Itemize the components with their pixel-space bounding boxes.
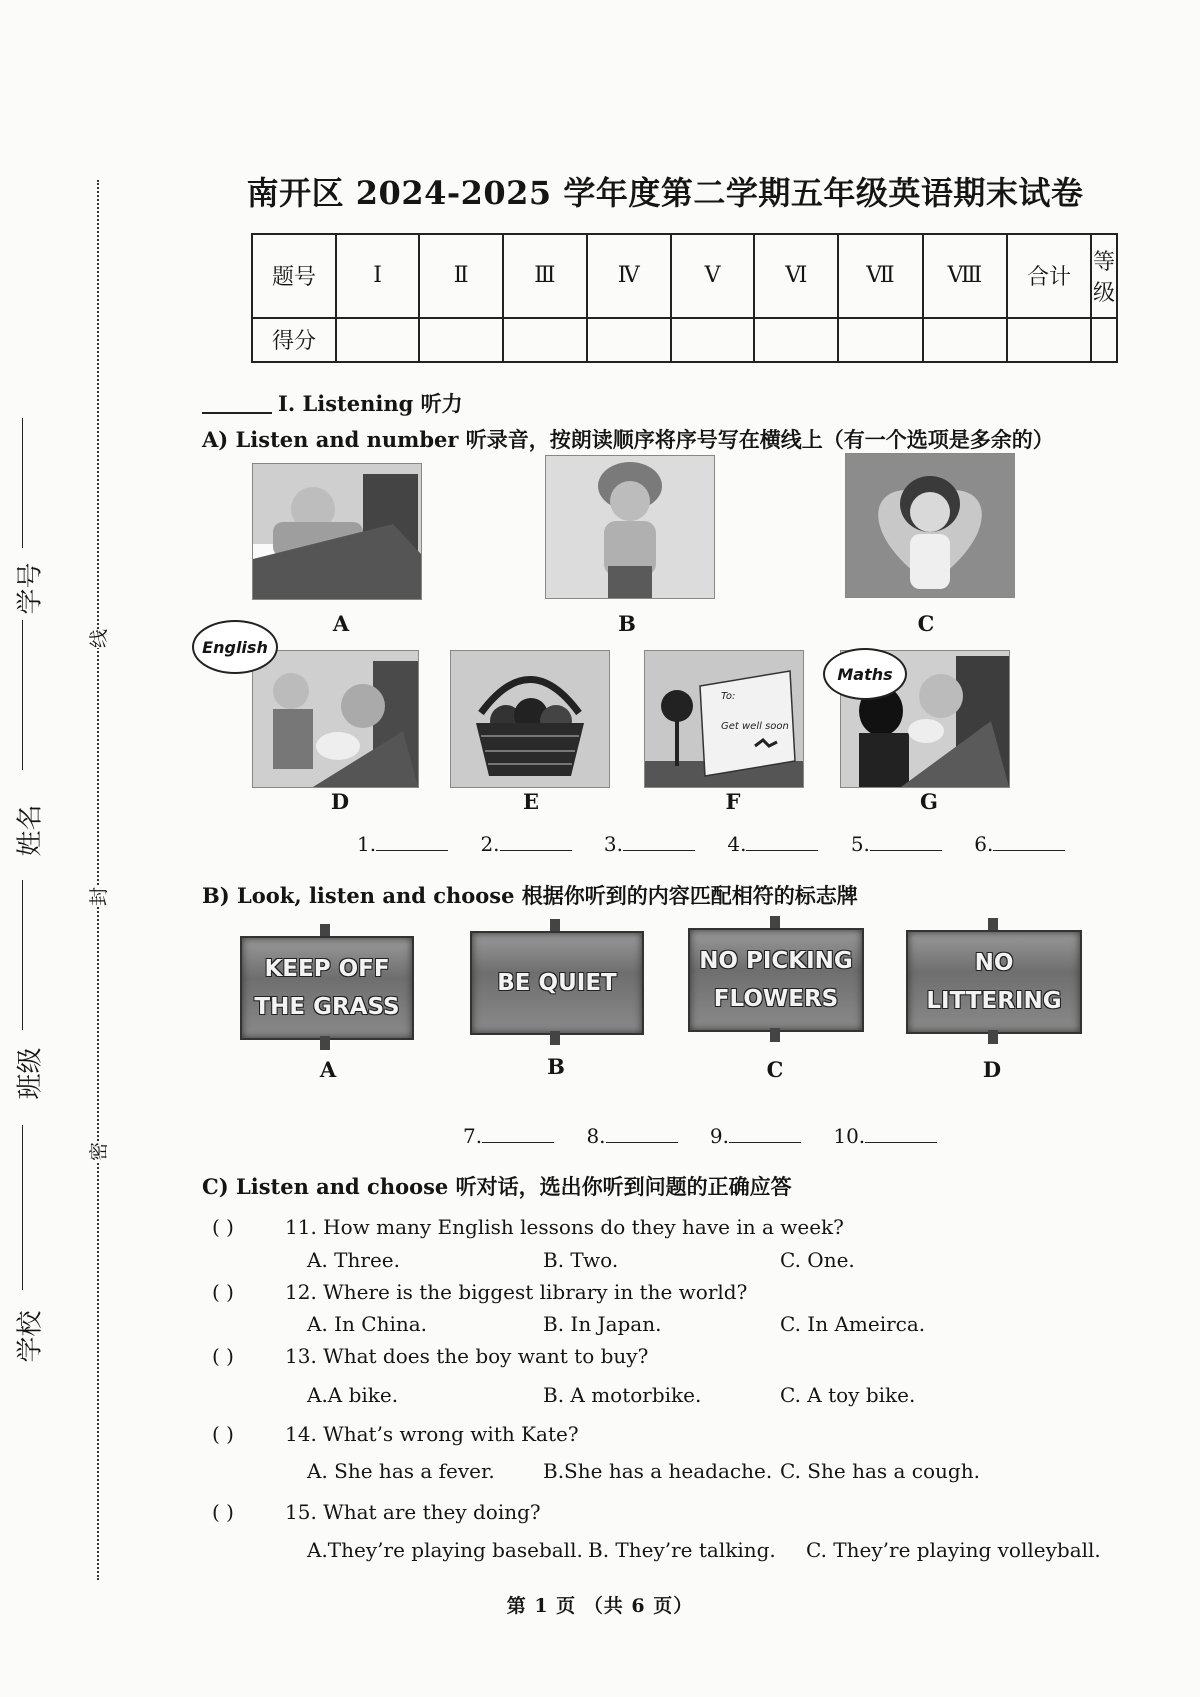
answer-paren[interactable]: ( )	[212, 1280, 234, 1304]
binding-dotted-line	[97, 180, 99, 1580]
part-b-answer-row	[463, 1124, 963, 1148]
seal-word-close: 密	[81, 1142, 114, 1161]
question-text: 14. What’s wrong with Kate?	[285, 1422, 579, 1446]
score-input-cell[interactable]	[503, 318, 587, 362]
score-table-score-row	[252, 318, 1117, 362]
answer-blank[interactable]	[851, 832, 942, 856]
sign-text: KEEP OFF THE GRASS	[254, 956, 400, 1020]
seal-word-seal: 封	[81, 887, 114, 906]
page-footer: 第 1 页 （共 6 页）	[506, 1595, 694, 1617]
teacher-visiting-picture	[252, 650, 419, 788]
part-a-heading: A) Listen and number 听录音，按朗读顺序将序号写在横线上（有一个选项是多余的）	[202, 427, 1054, 452]
score-input-cell[interactable]	[838, 318, 922, 362]
picture-letter: F	[725, 789, 741, 814]
score-header-cell: 等级	[1091, 234, 1117, 318]
question-text: 12. Where is the biggest library in the world?	[285, 1280, 748, 1304]
answer-blank[interactable]	[357, 832, 448, 856]
answer-blank[interactable]	[727, 832, 818, 856]
sign-post	[320, 1036, 330, 1050]
answer-blank[interactable]	[586, 1124, 677, 1148]
answer-blank[interactable]	[463, 1124, 554, 1148]
seal-word-line: 线	[81, 629, 114, 648]
picture-letter: G	[920, 789, 938, 814]
sign-letter: A	[319, 1057, 337, 1082]
sign-letter: B	[547, 1054, 565, 1079]
part-c-heading: C) Listen and choose 听对话，选出你听到问题的正确应答	[202, 1174, 792, 1199]
blank-number: 9.	[709, 1124, 729, 1148]
answer-paren[interactable]: ( )	[212, 1422, 234, 1446]
sign-letter: C	[766, 1057, 784, 1082]
sign-be-quiet	[470, 931, 644, 1035]
answer-paren[interactable]: ( )	[212, 1500, 234, 1524]
answer-blank[interactable]	[710, 1124, 801, 1148]
speech-bubble: English	[192, 620, 278, 674]
option-b: B. They’re talking.	[588, 1538, 776, 1562]
sign-text: NO LITTERING	[926, 950, 1062, 1014]
score-header-cell: 题号	[252, 234, 336, 318]
section-score-blank[interactable]	[202, 412, 272, 414]
option-c: C. She has a cough.	[780, 1459, 980, 1483]
option-c: C. They’re playing volleyball.	[806, 1538, 1101, 1562]
picture-letter: A	[332, 611, 350, 636]
picture-letter: E	[522, 789, 539, 814]
name-label: 姓名	[15, 804, 46, 857]
option-a: A. Three.	[307, 1248, 400, 1272]
picture-letter: C	[917, 611, 935, 636]
answer-blank[interactable]	[480, 832, 571, 856]
blank-number: 3.	[603, 832, 623, 856]
picture-letter: B	[618, 611, 636, 636]
picture-letter: D	[330, 789, 350, 814]
score-input-cell[interactable]	[587, 318, 671, 362]
blank-number: 2.	[480, 832, 500, 856]
card-message-text: Get well soon	[721, 721, 789, 732]
score-header-cell: Ⅲ	[503, 234, 587, 318]
question-text: 11. How many English lessons do they have in a week?	[285, 1215, 844, 1239]
question-text: 15. What are they doing?	[285, 1500, 541, 1524]
sign-text: BE QUIET	[497, 970, 617, 996]
stomachache-boy-picture	[545, 455, 715, 599]
part-a-answer-row	[357, 832, 1091, 856]
sign-keep-off-grass	[240, 936, 414, 1040]
section-heading-listening: Ⅰ. Listening 听力	[278, 391, 463, 416]
score-table	[251, 233, 1118, 363]
sign-post	[770, 1028, 780, 1042]
sign-letter: D	[982, 1057, 1002, 1082]
answer-paren[interactable]: ( )	[212, 1215, 234, 1239]
option-b: B. A motorbike.	[543, 1383, 702, 1407]
blank-number: 10.	[833, 1124, 866, 1148]
speech-bubble: Maths	[823, 648, 907, 700]
score-header-cell: Ⅶ	[838, 234, 922, 318]
score-input-cell[interactable]	[1091, 318, 1117, 362]
option-a: A. She has a fever.	[307, 1459, 495, 1483]
sign-post	[550, 1031, 560, 1045]
blank-number: 8.	[586, 1124, 606, 1148]
score-input-cell[interactable]	[754, 318, 838, 362]
name-line	[22, 620, 23, 770]
class-line	[22, 880, 23, 1030]
blank-number: 6.	[974, 832, 994, 856]
blank-number: 1.	[357, 832, 377, 856]
score-row-label: 得分	[252, 318, 336, 362]
fruit-basket-picture	[450, 650, 610, 788]
sign-text: NO PICKING FLOWERS	[699, 948, 853, 1012]
score-header-cell: Ⅱ	[419, 234, 503, 318]
sick-in-bed-picture	[252, 463, 422, 600]
part-b-heading: B) Look, listen and choose 根据你听到的内容匹配相符的标志牌	[202, 883, 858, 908]
answer-blank[interactable]	[974, 832, 1065, 856]
option-b: B. Two.	[543, 1248, 619, 1272]
get-well-card-picture	[644, 650, 804, 788]
score-header-cell: Ⅵ	[754, 234, 838, 318]
score-input-cell[interactable]	[1007, 318, 1091, 362]
option-a: A. In China.	[307, 1312, 428, 1336]
option-b: B.She has a headache.	[543, 1459, 773, 1483]
option-c: C. One.	[780, 1248, 855, 1272]
coughing-girl-picture	[845, 453, 1015, 598]
score-header-cell: 合计	[1007, 234, 1091, 318]
score-table-header-row	[252, 234, 1117, 318]
student-id-line	[22, 418, 23, 548]
option-c: C. A toy bike.	[780, 1383, 916, 1407]
school-line	[22, 1125, 23, 1290]
answer-blank[interactable]	[604, 832, 695, 856]
score-header-cell: Ⅰ	[336, 234, 419, 318]
option-b: B. In Japan.	[543, 1312, 662, 1336]
blank-number: 5.	[850, 832, 870, 856]
sign-no-littering	[906, 930, 1082, 1034]
sign-post	[988, 1030, 998, 1044]
answer-blank[interactable]	[833, 1124, 937, 1148]
blank-number: 4.	[727, 832, 747, 856]
option-c: C. In Ameirca.	[780, 1312, 926, 1336]
option-a: A.They’re playing baseball.	[307, 1538, 583, 1562]
page-title: 南开区 2024-2025 学年度第二学期五年级英语期末试卷	[246, 174, 1084, 212]
score-input-cell[interactable]	[671, 318, 755, 362]
score-header-cell: Ⅳ	[587, 234, 671, 318]
question-text: 13. What does the boy want to buy?	[285, 1344, 649, 1368]
school-label: 学校	[15, 1310, 46, 1363]
sign-no-picking-flowers	[688, 928, 864, 1032]
answer-paren[interactable]: ( )	[212, 1344, 234, 1368]
blank-number: 7.	[463, 1124, 483, 1148]
score-header-cell: Ⅷ	[923, 234, 1007, 318]
option-a: A.A bike.	[307, 1383, 399, 1407]
score-header-cell: Ⅴ	[671, 234, 755, 318]
score-input-cell[interactable]	[336, 318, 419, 362]
card-to-text: To:	[721, 691, 736, 702]
student-id-label: 学号	[15, 562, 46, 615]
score-input-cell[interactable]	[923, 318, 1007, 362]
class-label: 班级	[15, 1047, 46, 1100]
score-input-cell[interactable]	[419, 318, 503, 362]
